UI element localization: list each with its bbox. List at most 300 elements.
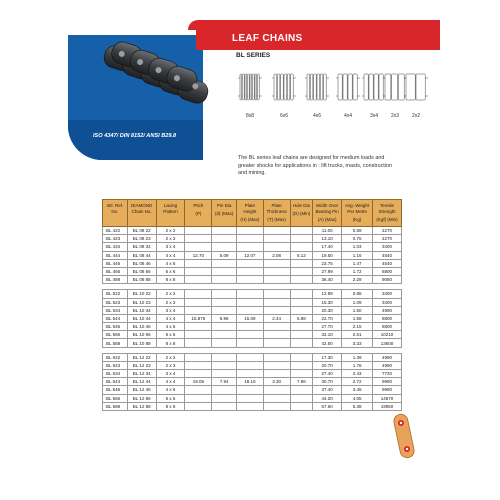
table-cell: 18.10 — [236, 378, 263, 386]
table-cell: 20.70 — [313, 361, 342, 369]
table-cell: 8 x 8 — [156, 276, 185, 284]
table-cell — [212, 306, 237, 314]
lacing-diagram — [236, 70, 264, 104]
series-description: The BL series leaf chains are designed for medium loads and greater shocks for applications in : lift trucks, masts, construction and mining. — [238, 155, 392, 177]
table-cell — [263, 227, 290, 235]
table-cell — [236, 298, 263, 306]
lacing-diagram — [334, 70, 362, 104]
table-cell: BL 12 88 — [127, 402, 156, 410]
table-cell — [236, 290, 263, 298]
table-cell: BL 434 — [103, 243, 128, 251]
table-cell — [290, 290, 313, 298]
column-header-label: Pin Dia — [216, 203, 232, 208]
table-cell — [290, 386, 313, 394]
table-cell — [290, 243, 313, 251]
table-cell — [290, 267, 313, 275]
table-cell: 3.33 — [342, 339, 373, 347]
table-body — [103, 227, 402, 411]
table-cell — [236, 339, 263, 347]
table-cell: 0.59 — [342, 227, 373, 235]
table-row — [103, 323, 402, 331]
table-cell: 19.05 — [185, 378, 212, 386]
table-cell — [185, 306, 212, 314]
table-cell: 3400 — [373, 290, 402, 298]
table-cell — [263, 298, 290, 306]
table-cell: 1.03 — [342, 243, 373, 251]
chain-link-icon — [393, 412, 415, 460]
table-cell — [185, 361, 212, 369]
table-cell — [290, 323, 313, 331]
table-cell: 2.15 — [342, 323, 373, 331]
table-row — [103, 306, 402, 314]
table-cell: BL 422 — [103, 227, 128, 235]
table-cell: 42.50 — [313, 339, 342, 347]
table-cell — [212, 259, 237, 267]
table-cell: 2 x 2 — [156, 227, 185, 235]
table-cell — [290, 331, 313, 339]
lacing-diagram-label: 4x6 — [312, 113, 322, 119]
table-row — [103, 370, 402, 378]
table-cell — [212, 339, 237, 347]
column-header-unit: (T) (Max) — [267, 217, 286, 222]
table-cell: BL 10 44 — [127, 314, 156, 322]
table-cell: BL 566 — [103, 331, 128, 339]
table-cell — [185, 394, 212, 402]
table-cell: 4 x 4 — [156, 314, 185, 322]
column-header — [127, 200, 156, 227]
table-row — [103, 298, 402, 306]
table-cell: BL 12 22 — [127, 353, 156, 361]
table-cell: BL 12 34 — [127, 370, 156, 378]
table-cell: 1.47 — [342, 259, 373, 267]
table-cell: 2.72 — [342, 378, 373, 386]
table-cell: 3400 — [373, 243, 402, 251]
table-cell: BL 522 — [103, 290, 128, 298]
table-cell: BL 12 66 — [127, 394, 156, 402]
table-row — [103, 378, 402, 386]
table-cell: BL 488 — [103, 276, 128, 284]
table-cell — [212, 298, 237, 306]
leaf-chain-photo — [98, 38, 216, 118]
table-cell: 9080 — [373, 276, 402, 284]
table-cell — [263, 290, 290, 298]
table-cell: 17.30 — [313, 353, 342, 361]
table-cell — [236, 386, 263, 394]
table-cell: 2.44 — [263, 314, 290, 322]
table-cell — [263, 370, 290, 378]
table-cell: 5.38 — [342, 402, 373, 410]
table-cell: 4990 — [373, 361, 402, 369]
standards-label: ISO 4347/ DIN 8152/ ANSI B29.8 — [93, 133, 177, 139]
table-cell — [212, 331, 237, 339]
table-cell: 9980 — [373, 386, 402, 394]
table-cell: 37.40 — [313, 386, 342, 394]
page-title: LEAF CHAINS — [232, 33, 303, 44]
table-cell: 17.40 — [313, 243, 342, 251]
table-cell: 10210 — [373, 331, 402, 339]
table-row — [103, 314, 402, 322]
table-cell: BL 622 — [103, 353, 128, 361]
table-cell: 4 x 6 — [156, 259, 185, 267]
table-cell — [290, 361, 313, 369]
table-cell: BL 446 — [103, 259, 128, 267]
table-cell: 15.875 — [185, 314, 212, 322]
table-cell — [263, 243, 290, 251]
table-row — [103, 259, 402, 267]
lacing-diagram-label: 3x4 — [369, 113, 379, 119]
table-cell: 1.09 — [342, 298, 373, 306]
table-cell: 15.30 — [313, 298, 342, 306]
column-header-label: Avg. Weight Per Metre — [345, 203, 370, 214]
table-row — [103, 353, 402, 361]
table-cell: 6 x 6 — [156, 331, 185, 339]
column-header — [103, 200, 128, 227]
table-cell: BL 623 — [103, 361, 128, 369]
table-cell: BL 08 22 — [127, 227, 156, 235]
column-header-label: Hole Dia — [292, 203, 311, 208]
table-cell: 1.50 — [342, 306, 373, 314]
table-cell: 0.75 — [342, 235, 373, 243]
column-header — [342, 200, 373, 227]
table-cell: BL 634 — [103, 370, 128, 378]
table-cell: 13600 — [373, 339, 402, 347]
lacing-diagram-label: 2x3 — [390, 113, 400, 119]
table-cell — [212, 243, 237, 251]
column-header-label: Plate Height — [243, 203, 257, 214]
table-cell: 3 x 4 — [156, 306, 185, 314]
table-cell: 4 x 6 — [156, 386, 185, 394]
table-cell — [236, 370, 263, 378]
table-cell: 3.30 — [263, 378, 290, 386]
table-cell — [212, 227, 237, 235]
table-cell: BL 423 — [103, 235, 128, 243]
table-cell — [185, 353, 212, 361]
blue-swoosh-shape — [68, 120, 203, 160]
table-cell: BL 08 23 — [127, 235, 156, 243]
table-cell: BL 544 — [103, 314, 128, 322]
table-cell: 5.96 — [212, 314, 237, 322]
table-row — [103, 394, 402, 402]
table-cell: BL 666 — [103, 394, 128, 402]
table-cell: 6 x 6 — [156, 267, 185, 275]
table-cell — [212, 394, 237, 402]
table-cell: 3400 — [373, 298, 402, 306]
table-cell — [236, 276, 263, 284]
table-cell: 2.29 — [342, 276, 373, 284]
table-cell: BL 10 88 — [127, 339, 156, 347]
table-cell — [185, 331, 212, 339]
lacing-diagram — [270, 70, 298, 104]
column-header-label: Lacing Pattern — [163, 203, 178, 214]
table-cell: 27.99 — [313, 267, 342, 275]
table-cell — [290, 370, 313, 378]
table-cell: 6800 — [373, 323, 402, 331]
column-header-unit: (P) — [195, 211, 202, 216]
table-row — [103, 251, 402, 259]
table-cell: 22.70 — [313, 314, 342, 322]
table-cell — [236, 259, 263, 267]
table-cell: BL 10 66 — [127, 331, 156, 339]
table-row — [103, 361, 402, 369]
table-cell — [263, 323, 290, 331]
table-cell — [263, 276, 290, 284]
table-cell: 5.09 — [212, 251, 237, 259]
lacing-diagram-label: 6x6 — [279, 113, 289, 119]
table-cell: BL 466 — [103, 267, 128, 275]
table-cell: BL 534 — [103, 306, 128, 314]
table-cell — [212, 235, 237, 243]
table-cell: BL 12 44 — [127, 378, 156, 386]
table-cell: 27.70 — [313, 323, 342, 331]
table-cell: 4.05 — [342, 394, 373, 402]
series-label: BL SERIES — [236, 52, 271, 59]
table-cell: 2 x 3 — [156, 298, 185, 306]
table-cell: 23.75 — [313, 259, 342, 267]
table-cell: BL 588 — [103, 339, 128, 347]
lacing-diagram-label: 8x8 — [245, 113, 255, 119]
table-cell: 7720 — [373, 370, 402, 378]
table-cell: 5.98 — [290, 314, 313, 322]
table-cell: BL 10 34 — [127, 306, 156, 314]
table-cell: 4 x 4 — [156, 251, 185, 259]
table-cell: 19950 — [373, 402, 402, 410]
table-cell: 19.50 — [313, 251, 342, 259]
table-cell — [290, 276, 313, 284]
table-row — [103, 290, 402, 298]
table-cell — [185, 370, 212, 378]
table-cell: BL 08 46 — [127, 259, 156, 267]
column-header-label: DIAMOND Chain No. — [131, 203, 153, 214]
column-header — [236, 200, 263, 227]
table-cell: 2.08 — [263, 251, 290, 259]
column-header-unit: (H) (Max) — [240, 217, 260, 222]
table-cell: 20.30 — [313, 306, 342, 314]
table-cell — [212, 267, 237, 275]
table-cell — [263, 402, 290, 410]
lacing-diagram-label: 2x2 — [411, 113, 421, 119]
table-cell: 8 x 8 — [156, 339, 185, 347]
table-row — [103, 227, 402, 235]
table-row — [103, 402, 402, 410]
table-cell: 2 x 3 — [156, 235, 185, 243]
column-header-label: Width Over Bearing Pin — [315, 203, 339, 214]
table-cell: 0.86 — [342, 290, 373, 298]
table-cell: BL 08 88 — [127, 276, 156, 284]
table-cell: BL 10 22 — [127, 290, 156, 298]
table-cell: 4990 — [373, 353, 402, 361]
table-cell: BL 444 — [103, 251, 128, 259]
table-cell — [290, 394, 313, 402]
table-row — [103, 276, 402, 284]
table-cell: 44.20 — [313, 394, 342, 402]
table-cell — [236, 235, 263, 243]
table-cell: 4 x 4 — [156, 378, 185, 386]
table-cell: BL 688 — [103, 402, 128, 410]
table-cell: 7.94 — [212, 378, 237, 386]
leaf-chain-spec-table — [102, 199, 402, 411]
table-cell: 1.39 — [342, 353, 373, 361]
table-cell: 13.10 — [313, 235, 342, 243]
table-row — [103, 235, 402, 243]
lacing-diagram-label: 4x4 — [343, 113, 353, 119]
table-cell: 36.40 — [313, 276, 342, 284]
table-cell — [212, 402, 237, 410]
column-header-unit: (A) (Max) — [317, 217, 337, 222]
table-cell: 1.72 — [342, 267, 373, 275]
table-cell — [290, 235, 313, 243]
table-cell: 2.43 — [342, 370, 373, 378]
table-cell: 12.88 — [313, 290, 342, 298]
table-cell — [185, 339, 212, 347]
column-header-unit: (Kgf) (Min) — [376, 217, 398, 222]
column-header — [290, 200, 313, 227]
table-cell — [185, 276, 212, 284]
table-cell — [290, 227, 313, 235]
table-cell: BL 08 44 — [127, 251, 156, 259]
table-cell: 4540 — [373, 259, 402, 267]
table-cell: 32.10 — [313, 331, 342, 339]
table-cell — [263, 267, 290, 275]
table-cell — [236, 323, 263, 331]
table-cell — [185, 227, 212, 235]
table-cell — [212, 290, 237, 298]
table-header-row — [103, 200, 402, 227]
table-cell: BL 546 — [103, 323, 128, 331]
column-header-label: Plate Thickness — [266, 203, 287, 214]
table-cell: 2 x 2 — [156, 290, 185, 298]
table-row — [103, 331, 402, 339]
table-cell: 30.70 — [313, 378, 342, 386]
column-header — [212, 200, 237, 227]
column-header-unit: (Kg) — [352, 217, 362, 222]
table-cell: BL 12 23 — [127, 361, 156, 369]
table-cell: 4540 — [373, 251, 402, 259]
table-cell: BL 10 23 — [127, 298, 156, 306]
table-cell — [263, 353, 290, 361]
table-cell: 1.68 — [342, 314, 373, 322]
table-cell — [236, 361, 263, 369]
table-cell — [290, 306, 313, 314]
table-cell — [212, 386, 237, 394]
table-cell: 12.07 — [236, 251, 263, 259]
table-cell — [236, 394, 263, 402]
column-header — [373, 200, 402, 227]
column-header-unit: (d) (Max) — [214, 211, 234, 216]
table-cell — [263, 386, 290, 394]
column-header — [185, 200, 212, 227]
table-cell — [212, 370, 237, 378]
table-cell: BL 644 — [103, 378, 128, 386]
table-cell — [185, 386, 212, 394]
table-cell — [290, 353, 313, 361]
table-cell: 6800 — [373, 314, 402, 322]
table-cell: 5.12 — [290, 251, 313, 259]
table-cell — [236, 306, 263, 314]
table-cell: 2 x 2 — [156, 353, 185, 361]
table-cell: BL 08 66 — [127, 267, 156, 275]
table-cell — [263, 339, 290, 347]
lacing-diagram — [303, 70, 331, 104]
table-cell — [236, 267, 263, 275]
lacing-diagram — [402, 70, 430, 104]
table-cell — [212, 353, 237, 361]
table-cell — [263, 306, 290, 314]
table-cell — [185, 243, 212, 251]
table-cell — [185, 259, 212, 267]
table-cell: BL 646 — [103, 386, 128, 394]
table-cell — [290, 339, 313, 347]
table-cell: 12.70 — [185, 251, 212, 259]
table-cell: 2270 — [373, 235, 402, 243]
table-cell: 1.16 — [342, 251, 373, 259]
table-cell — [290, 298, 313, 306]
column-header — [313, 200, 342, 227]
table-cell: 3 x 4 — [156, 370, 185, 378]
table-cell: 6800 — [373, 267, 402, 275]
table-cell — [212, 276, 237, 284]
table-cell — [236, 243, 263, 251]
table-cell — [212, 361, 237, 369]
table-cell: 14670 — [373, 394, 402, 402]
column-header-label: Tensile Strength — [378, 203, 396, 214]
table-cell — [212, 323, 237, 331]
table-cell — [236, 353, 263, 361]
column-header-unit: (D) (Min) — [292, 211, 311, 216]
table-cell: BL 523 — [103, 298, 128, 306]
table-row — [103, 267, 402, 275]
table-cell — [185, 323, 212, 331]
table-cell — [236, 331, 263, 339]
table-cell: 4 x 6 — [156, 323, 185, 331]
table-row — [103, 386, 402, 394]
table-cell — [263, 394, 290, 402]
table-cell: 3.46 — [342, 386, 373, 394]
column-header — [263, 200, 290, 227]
table-cell: BL 12 46 — [127, 386, 156, 394]
table-cell: 11.00 — [313, 227, 342, 235]
table-cell — [236, 402, 263, 410]
table-cell: 15.09 — [236, 314, 263, 322]
table-cell: BL 08 34 — [127, 243, 156, 251]
table-cell: 3 x 4 — [156, 243, 185, 251]
table-cell — [185, 402, 212, 410]
table-cell: BL 10 46 — [127, 323, 156, 331]
table-cell — [185, 235, 212, 243]
table-cell: 8 x 8 — [156, 402, 185, 410]
table-cell: 2 x 3 — [156, 361, 185, 369]
table-cell: 1.76 — [342, 361, 373, 369]
table-cell: 7.96 — [290, 378, 313, 386]
table-row — [103, 243, 402, 251]
table-cell — [185, 267, 212, 275]
table-cell: 6 x 6 — [156, 394, 185, 402]
table-cell: 27.40 — [313, 370, 342, 378]
table-cell: 4990 — [373, 306, 402, 314]
table-cell — [263, 361, 290, 369]
table-cell — [263, 235, 290, 243]
table-cell: 2270 — [373, 227, 402, 235]
table-cell — [290, 259, 313, 267]
table-cell: 57.60 — [313, 402, 342, 410]
table-cell — [185, 298, 212, 306]
table-row — [103, 339, 402, 347]
table-cell — [290, 402, 313, 410]
table-cell — [236, 227, 263, 235]
table-cell — [263, 331, 290, 339]
table-cell — [185, 290, 212, 298]
table-cell: 9980 — [373, 378, 402, 386]
column-header — [156, 200, 185, 227]
